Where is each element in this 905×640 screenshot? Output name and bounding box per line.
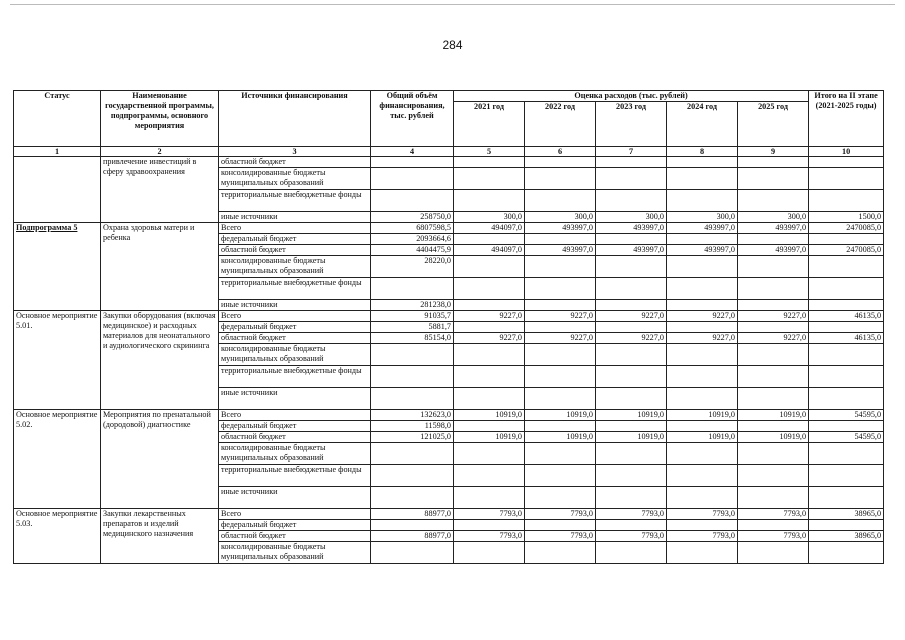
cell-stage-sum	[809, 190, 884, 212]
cell-year-value	[525, 300, 596, 311]
cell-source: иные источники	[219, 212, 371, 223]
cell-year-value	[525, 487, 596, 509]
table-row	[14, 223, 884, 234]
cell-year-value: 10919,0	[525, 410, 596, 421]
cell-total	[371, 157, 454, 168]
cell-year-value	[738, 487, 809, 509]
cell-year-value: 493997,0	[738, 223, 809, 234]
cell-year-value	[596, 278, 667, 300]
cell-stage-sum: 54595,0	[809, 432, 884, 443]
column-number: 1	[14, 147, 101, 157]
cell-year-value: 494097,0	[454, 223, 525, 234]
cell-total	[371, 465, 454, 487]
cell-year-value	[454, 542, 525, 564]
cell-year-value	[596, 542, 667, 564]
cell-source: территориальные внебюджетные фонды	[219, 190, 371, 212]
cell-year-value	[667, 443, 738, 465]
cell-stage-sum: 38965,0	[809, 509, 884, 520]
cell-year-value: 300,0	[667, 212, 738, 223]
cell-year-value	[454, 234, 525, 245]
cell-year-value: 9227,0	[525, 333, 596, 344]
cell-year-value	[667, 388, 738, 410]
cell-total: 121025,0	[371, 432, 454, 443]
cell-year-value	[738, 190, 809, 212]
cell-year-value	[667, 366, 738, 388]
cell-year-value	[596, 168, 667, 190]
cell-total: 132623,0	[371, 410, 454, 421]
header-year: 2024 год	[667, 102, 738, 147]
cell-year-value: 493997,0	[525, 223, 596, 234]
cell-year-value	[454, 322, 525, 333]
cell-total: 91035,7	[371, 311, 454, 322]
header-year: 2023 год	[596, 102, 667, 147]
row-name: Охрана здоровья матери и ребенка	[101, 223, 219, 311]
column-number: 8	[667, 147, 738, 157]
row-name: Мероприятия по пренатальной (дородовой) диагностике	[101, 410, 219, 509]
cell-year-value	[667, 256, 738, 278]
table-row	[14, 509, 884, 520]
cell-year-value	[667, 168, 738, 190]
cell-source: федеральный бюджет	[219, 421, 371, 432]
cell-year-value	[596, 157, 667, 168]
cell-stage-sum	[809, 322, 884, 333]
cell-total	[371, 366, 454, 388]
row-name: Закупки оборудования (включая медицинское) и расходных материалов для неонатального и аудиологического скрининга	[101, 311, 219, 410]
cell-year-value: 300,0	[525, 212, 596, 223]
cell-year-value	[454, 157, 525, 168]
cell-stage-sum: 1500,0	[809, 212, 884, 223]
cell-year-value	[525, 520, 596, 531]
cell-year-value: 9227,0	[596, 311, 667, 322]
cell-total: 6807598,5	[371, 223, 454, 234]
budget-table	[13, 90, 884, 564]
cell-year-value: 493997,0	[525, 245, 596, 256]
row-status	[14, 157, 101, 223]
cell-year-value	[596, 443, 667, 465]
cell-year-value	[525, 256, 596, 278]
cell-year-value	[738, 300, 809, 311]
cell-year-value: 10919,0	[454, 432, 525, 443]
cell-year-value: 10919,0	[596, 410, 667, 421]
cell-source: иные источники	[219, 300, 371, 311]
cell-year-value	[525, 542, 596, 564]
cell-year-value	[667, 520, 738, 531]
cell-stage-sum	[809, 421, 884, 432]
cell-year-value: 10919,0	[596, 432, 667, 443]
cell-total: 11598,0	[371, 421, 454, 432]
cell-year-value	[525, 168, 596, 190]
cell-year-value: 10919,0	[454, 410, 525, 421]
cell-total	[371, 542, 454, 564]
cell-year-value	[596, 234, 667, 245]
cell-year-value	[667, 157, 738, 168]
cell-year-value	[667, 300, 738, 311]
cell-total	[371, 520, 454, 531]
cell-year-value	[667, 322, 738, 333]
cell-stage-sum	[809, 278, 884, 300]
cell-stage-sum	[809, 300, 884, 311]
cell-year-value: 7793,0	[596, 531, 667, 542]
cell-year-value	[596, 190, 667, 212]
header-name: Наименование государственной программы, подпрограммы, основного мероприятия	[101, 91, 219, 147]
cell-source: территориальные внебюджетные фонды	[219, 465, 371, 487]
cell-year-value	[454, 344, 525, 366]
cell-year-value: 7793,0	[525, 509, 596, 520]
cell-year-value	[596, 344, 667, 366]
cell-stage-sum: 46135,0	[809, 311, 884, 322]
cell-year-value: 7793,0	[596, 509, 667, 520]
cell-stage-sum	[809, 542, 884, 564]
cell-year-value	[667, 278, 738, 300]
cell-year-value	[525, 190, 596, 212]
cell-year-value	[738, 520, 809, 531]
cell-year-value: 9227,0	[596, 333, 667, 344]
cell-year-value	[738, 322, 809, 333]
cell-year-value	[667, 234, 738, 245]
cell-year-value: 7793,0	[454, 509, 525, 520]
cell-source: федеральный бюджет	[219, 520, 371, 531]
cell-stage-sum	[809, 256, 884, 278]
cell-total	[371, 443, 454, 465]
cell-year-value	[454, 300, 525, 311]
cell-source: иные источники	[219, 487, 371, 509]
cell-total: 88977,0	[371, 509, 454, 520]
cell-year-value	[525, 157, 596, 168]
cell-source: областной бюджет	[219, 432, 371, 443]
cell-year-value: 493997,0	[738, 245, 809, 256]
cell-year-value	[667, 421, 738, 432]
cell-year-value	[454, 388, 525, 410]
header-year: 2025 год	[738, 102, 809, 147]
cell-year-value	[667, 190, 738, 212]
cell-year-value	[667, 344, 738, 366]
header-year: 2021 год	[454, 102, 525, 147]
cell-year-value	[738, 465, 809, 487]
cell-total	[371, 388, 454, 410]
column-number: 6	[525, 147, 596, 157]
cell-year-value: 493997,0	[596, 223, 667, 234]
cell-stage-sum	[809, 157, 884, 168]
cell-total: 281238,0	[371, 300, 454, 311]
cell-total: 28220,0	[371, 256, 454, 278]
cell-year-value: 10919,0	[667, 410, 738, 421]
header-total: Общий объём финансирования, тыс. рублей	[371, 91, 454, 147]
cell-year-value	[596, 421, 667, 432]
cell-total	[371, 190, 454, 212]
column-number: 5	[454, 147, 525, 157]
cell-year-value	[454, 278, 525, 300]
cell-source: Всего	[219, 311, 371, 322]
cell-stage-sum: 38965,0	[809, 531, 884, 542]
cell-source: федеральный бюджет	[219, 322, 371, 333]
header-estimate: Оценка расходов (тыс. рублей)	[454, 91, 809, 102]
cell-year-value: 7793,0	[525, 531, 596, 542]
cell-year-value	[596, 256, 667, 278]
cell-year-value	[667, 487, 738, 509]
cell-year-value: 493997,0	[667, 245, 738, 256]
cell-year-value	[596, 300, 667, 311]
cell-source: консолидированные бюджеты муниципальных образований	[219, 542, 371, 564]
column-number: 7	[596, 147, 667, 157]
cell-total	[371, 487, 454, 509]
cell-stage-sum	[809, 465, 884, 487]
cell-year-value: 7793,0	[454, 531, 525, 542]
cell-stage-sum	[809, 443, 884, 465]
cell-stage-sum	[809, 388, 884, 410]
top-rule	[10, 4, 895, 5]
cell-year-value	[738, 234, 809, 245]
header-stage-total: Итого на II этапе (2021-2025 годы)	[809, 91, 884, 147]
cell-year-value	[525, 388, 596, 410]
cell-year-value	[596, 322, 667, 333]
cell-year-value: 300,0	[738, 212, 809, 223]
column-number: 2	[101, 147, 219, 157]
cell-year-value: 7793,0	[667, 509, 738, 520]
cell-year-value	[525, 278, 596, 300]
row-status: Основное мероприятие 5.02.	[14, 410, 101, 509]
cell-stage-sum	[809, 487, 884, 509]
cell-year-value: 493997,0	[596, 245, 667, 256]
cell-year-value	[738, 421, 809, 432]
row-status: Основное мероприятие 5.03.	[14, 509, 101, 564]
cell-year-value: 9227,0	[667, 311, 738, 322]
cell-source: консолидированные бюджеты муниципальных образований	[219, 168, 371, 190]
cell-year-value	[454, 465, 525, 487]
cell-source: федеральный бюджет	[219, 234, 371, 245]
header-sources: Источники финансирования	[219, 91, 371, 147]
cell-stage-sum: 2470085,0	[809, 223, 884, 234]
cell-year-value	[525, 465, 596, 487]
cell-year-value	[454, 256, 525, 278]
cell-year-value	[454, 366, 525, 388]
cell-total: 5881,7	[371, 322, 454, 333]
cell-year-value	[525, 322, 596, 333]
cell-year-value	[454, 487, 525, 509]
cell-year-value: 10919,0	[525, 432, 596, 443]
cell-stage-sum	[809, 344, 884, 366]
cell-year-value	[525, 421, 596, 432]
cell-year-value	[454, 421, 525, 432]
cell-year-value	[596, 520, 667, 531]
cell-total	[371, 278, 454, 300]
cell-year-value: 9227,0	[738, 311, 809, 322]
cell-year-value: 10919,0	[667, 432, 738, 443]
header-status: Статус	[14, 91, 101, 147]
cell-year-value	[525, 443, 596, 465]
cell-year-value	[596, 465, 667, 487]
row-status: Подпрограмма 5	[14, 223, 101, 311]
cell-total	[371, 168, 454, 190]
cell-year-value	[667, 465, 738, 487]
cell-stage-sum: 2470085,0	[809, 245, 884, 256]
cell-source: областной бюджет	[219, 157, 371, 168]
cell-year-value	[738, 256, 809, 278]
cell-source: областной бюджет	[219, 333, 371, 344]
cell-source: территориальные внебюджетные фонды	[219, 366, 371, 388]
cell-source: консолидированные бюджеты муниципальных образований	[219, 443, 371, 465]
cell-year-value	[738, 443, 809, 465]
cell-year-value: 9227,0	[667, 333, 738, 344]
cell-year-value: 300,0	[454, 212, 525, 223]
cell-source: областной бюджет	[219, 531, 371, 542]
cell-stage-sum	[809, 234, 884, 245]
cell-year-value: 7793,0	[738, 509, 809, 520]
cell-year-value: 9227,0	[454, 333, 525, 344]
cell-year-value	[596, 366, 667, 388]
row-status: Основное мероприятие 5.01.	[14, 311, 101, 410]
cell-year-value	[738, 278, 809, 300]
cell-total	[371, 344, 454, 366]
cell-year-value	[454, 443, 525, 465]
cell-year-value: 493997,0	[667, 223, 738, 234]
column-number: 10	[809, 147, 884, 157]
cell-year-value	[596, 487, 667, 509]
cell-total: 4404475,9	[371, 245, 454, 256]
cell-year-value	[738, 388, 809, 410]
table-row	[14, 311, 884, 322]
cell-source: Всего	[219, 410, 371, 421]
cell-year-value: 7793,0	[667, 531, 738, 542]
cell-year-value	[454, 168, 525, 190]
cell-year-value: 300,0	[596, 212, 667, 223]
cell-total: 2093664,6	[371, 234, 454, 245]
cell-year-value: 7793,0	[738, 531, 809, 542]
cell-stage-sum	[809, 366, 884, 388]
cell-year-value	[738, 542, 809, 564]
table-row	[14, 410, 884, 421]
cell-year-value	[454, 520, 525, 531]
header-year: 2022 год	[525, 102, 596, 147]
cell-source: Всего	[219, 509, 371, 520]
cell-source: консолидированные бюджеты муниципальных образований	[219, 256, 371, 278]
cell-total: 85154,0	[371, 333, 454, 344]
row-name: привлечение инвестиций в сферу здравоохранения	[101, 157, 219, 223]
cell-stage-sum	[809, 168, 884, 190]
cell-year-value	[738, 157, 809, 168]
cell-source: Всего	[219, 223, 371, 234]
cell-year-value	[525, 366, 596, 388]
cell-year-value	[596, 388, 667, 410]
cell-year-value: 10919,0	[738, 410, 809, 421]
cell-year-value	[454, 190, 525, 212]
cell-stage-sum: 54595,0	[809, 410, 884, 421]
cell-total: 258750,0	[371, 212, 454, 223]
column-number: 9	[738, 147, 809, 157]
cell-year-value	[738, 366, 809, 388]
cell-year-value: 494097,0	[454, 245, 525, 256]
page-number: 284	[442, 38, 463, 52]
column-number: 4	[371, 147, 454, 157]
row-name: Закупки лекарственных препаратов и изделий медицинского назначения	[101, 509, 219, 564]
cell-year-value: 10919,0	[738, 432, 809, 443]
cell-year-value: 9227,0	[738, 333, 809, 344]
column-number: 3	[219, 147, 371, 157]
cell-year-value: 9227,0	[454, 311, 525, 322]
cell-year-value	[525, 234, 596, 245]
cell-stage-sum: 46135,0	[809, 333, 884, 344]
cell-year-value	[667, 542, 738, 564]
cell-year-value: 9227,0	[525, 311, 596, 322]
cell-year-value	[525, 344, 596, 366]
cell-stage-sum	[809, 520, 884, 531]
cell-source: областной бюджет	[219, 245, 371, 256]
table-row	[14, 157, 884, 168]
cell-year-value	[738, 344, 809, 366]
cell-source: территориальные внебюджетные фонды	[219, 278, 371, 300]
cell-source: консолидированные бюджеты муниципальных образований	[219, 344, 371, 366]
cell-source: иные источники	[219, 388, 371, 410]
cell-total: 88977,0	[371, 531, 454, 542]
cell-year-value	[738, 168, 809, 190]
